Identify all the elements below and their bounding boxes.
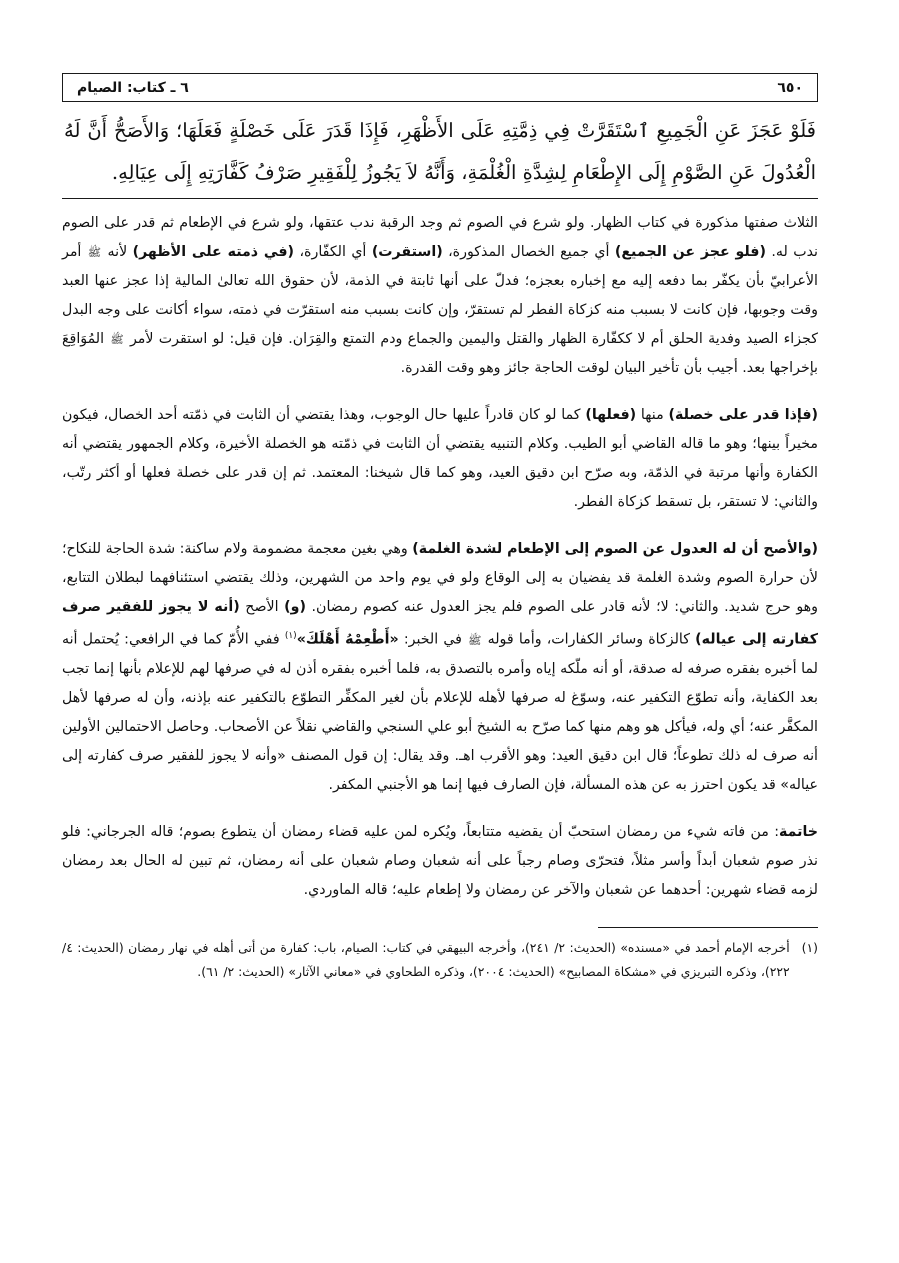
matn-quote: (أنه لا يجوز للفقير صرف كفارته إلى عياله) bbox=[62, 599, 819, 648]
book-page bbox=[62, 73, 818, 984]
matn-quote: (فإذا قدر على خصلة) bbox=[668, 407, 819, 423]
commentary-paragraph-4 bbox=[62, 818, 818, 905]
running-header bbox=[62, 73, 818, 102]
commentary-paragraph-2 bbox=[62, 401, 818, 517]
text-run: أي الكفّارة، bbox=[294, 244, 372, 260]
text-run: ففي الأُمّ كما في الرافعي: يُحتمل أنه لما أخبره بفقره صرفه له صدقة، أو أنه ملّكه إياه وأمره بالتصدق به، فلما أخبره بفقره أذن له في صرفها لهم للإعلام بأنها إنما تجب بعد الكفاية، وأنه تطوّع التكفير عنه، وسوّغ له صرفها لأهله للإعلام بأن لغير المكفِّر التطوّع بالتكفير عنه بإذنه، وأن له صرفها لأهل المكفَّر عنه؛ أي وله، فيأكل هو وهم منها كما صرّح به الشيخ أبو علي السنجي والقاضي نقلاً عن الأصحاب. وحاصل الاحتمالين الأولين أنه صرف له ذلك تطوعاً؛ قال ابن دقيق العيد: وهو الأقرب اهـ. وقد يقال: إن قول المصنف «وأنه لا يجوز للفقير صرف كفارته إلى عياله» قد يكون احترز به عن هذه المسألة، فإن الصارف فيها إنما هو الأجنبي المكفر. bbox=[62, 631, 818, 793]
footnote-text: أخرجه الإمام أحمد في «مسنده» (الحديث: ٢/ ٢٤١)، وأخرجه البيهقي في كتاب: الصيام، باب: كفارة من أتى أهله في نهار رمضان (الحديث: ٤/ ٢٢٢)، وذكره التبريزي في «مشكاة المصابيح» (الحديث: ٢٠٠٤)، وذكره الطحاوي في «معاني الآثار» (الحديث: ٢/ ٦١). bbox=[62, 939, 790, 979]
footnote-reference[interactable]: (١) bbox=[284, 631, 297, 641]
text-run: : من فاته شيء من رمضان استحبّ أن يقضيه متتابعاً، ويُكره لمن عليه قضاء رمضان أن يتطوع بصوم؛ قاله الجرجاني: فلو نذر صوم شعبان أبداً وأسر مثلاً، فتحرّى وصام رجباً على أنه شعبان وصام شعبان على أنه رمضان، ثم تبين له الحال بعد رمضان لزمه قضاء شهرين: أحدهما عن شعبان والآخر عن رمضان ولا إطعام عليه؛ قاله الماوردي. bbox=[62, 823, 818, 898]
commentary bbox=[62, 209, 818, 905]
conclusion-heading: خاتمة bbox=[779, 823, 818, 840]
footnote-number: (١) bbox=[801, 939, 818, 955]
chapter-title: ٦ ـ كتاب: الصيام bbox=[77, 79, 189, 96]
salawat-glyph-icon: ﷺ bbox=[110, 333, 124, 346]
salawat-glyph-icon: ﷺ bbox=[87, 246, 102, 259]
text-run: أمر الأعرابيّ بأن يكفّر بما دفعه إليه مع إخباره بعجزه؛ فدلّ على أنها ثابتة في الذمة، لأن حقوق الله تعالىٰ المالية إذا عجز عنها العبد وقت وجوبها، فإن كانت لا بسبب منه كزكاة الفطر لم تستقرّ، وإن كانت بسبب منه استقرّت في ذمته، سواء أكانت على وجه البدل كجزاء الصيد وفدية الحلق أم لا ككفّارة الظهار والقتل واليمين والجماع ودم التمتع والقِرَان. فإن قيل: لو استقرت لأمر bbox=[62, 244, 818, 347]
text-run: منها bbox=[636, 407, 669, 423]
matn-quote: (استقرت) bbox=[371, 244, 443, 260]
text-run: كالزكاة وسائر الكفارات، وأما قوله bbox=[482, 631, 696, 648]
matn-divider bbox=[62, 198, 818, 199]
text-run: الأصح bbox=[239, 599, 285, 615]
commentary-paragraph-1 bbox=[62, 209, 818, 383]
matn-quote: (فلو عجز عن الجميع) bbox=[614, 244, 766, 260]
text-run: وهي بغين معجمة مضمومة ولام ساكنة: شدة الحاجة للنكاح؛ لأن حرارة الصوم وشدة الغلمة قد يفضيان به إلى الوقاع ولو في يوم واحد من الشهرين، وذلك يقتضي استئنافهما لبطلان التتابع، وهو حرج شديد. والثاني: لا؛ لأنه قادر على الصوم فلم يجز العدول عنه كصوم رمضان. bbox=[62, 541, 819, 615]
salawat-glyph-icon: ﷺ bbox=[468, 633, 482, 647]
matn-text: فَلَوْ عَجَزَ عَنِ الْجَمِيعِ ٱسْتَقَرَّتْ فِي ذِمَّتِهِ عَلَى الأَظْهَرِ، فَإِذَا قَدَرَ عَلَى خَصْلَةٍ فَعَلَهَا؛ وَالأَصَحُّ أَنَّ لَهُ الْعُدُولَ عَنِ الصَّوْمِ إِلَى الإِطْعَامِ لِشِدَّةِ الْغُلْمَةِ، وَأَنَّهُ لاَ يَجُوزُ لِلْفَقِيرِ صَرْفُ كَفَّارَتِهِ إِلَى عِيَالِهِ. bbox=[64, 119, 816, 184]
page-number: ٦٥٠ bbox=[777, 79, 803, 96]
hadith-quote: «أَطْعِمْهُ أَهْلَكَ» bbox=[296, 631, 399, 648]
text-run: الثلاث صفتها مذكورة في كتاب الظهار. ولو شرع في الصوم ثم وجد الرقبة ندب عتقها، ولو شرع في الإطعام ثم قدر على الصوم ندب له. bbox=[62, 215, 818, 260]
matn-quote: (و) bbox=[284, 599, 306, 615]
text-run: لأنه bbox=[102, 244, 133, 260]
text-run: كما لو كان قادراً عليها حال الوجوب، وهذا يقتضي أن الثابت في ذمّته أحد الخصال، فيكون مخيراً بينها؛ وهو ما قاله القاضي أبو الطيب. وكلام التنبيه يقتضي أن الثابت في ذمّته هو الخصلة الأخيرة، وكلام الجمهور يقتضي أنه الكفارة وأنها مرتبة في الذمّة، وبه صرّح ابن دقيق العيد، وهو كما قال شيخنا: المعتمد. ثم إن قدر على خصلة فعلها أو أكثر رتّب، والثاني: لا تستقر، بل تسقط كزكاة الفطر. bbox=[62, 407, 818, 510]
text-run: أي جميع الخصال المذكورة، bbox=[442, 244, 615, 260]
text-run: المُوَاقِعَ بإخراجها بعد. أجيب بأن تأخير البيان لوقت الحاجة جائز وهو وقت القدرة. bbox=[62, 331, 818, 376]
matn-quote: (في ذمته على الأظهر) bbox=[132, 244, 295, 260]
text-run: في الخبر: bbox=[398, 631, 468, 648]
matn-quote: (والأصح أن له العدول عن الصوم إلى الإطعام لشدة الغلمة) bbox=[412, 541, 818, 557]
footnote-1 bbox=[62, 936, 818, 984]
commentary-paragraph-3 bbox=[62, 535, 818, 800]
footnote-divider bbox=[598, 927, 818, 928]
matn-quote: (فعلها) bbox=[585, 407, 637, 423]
